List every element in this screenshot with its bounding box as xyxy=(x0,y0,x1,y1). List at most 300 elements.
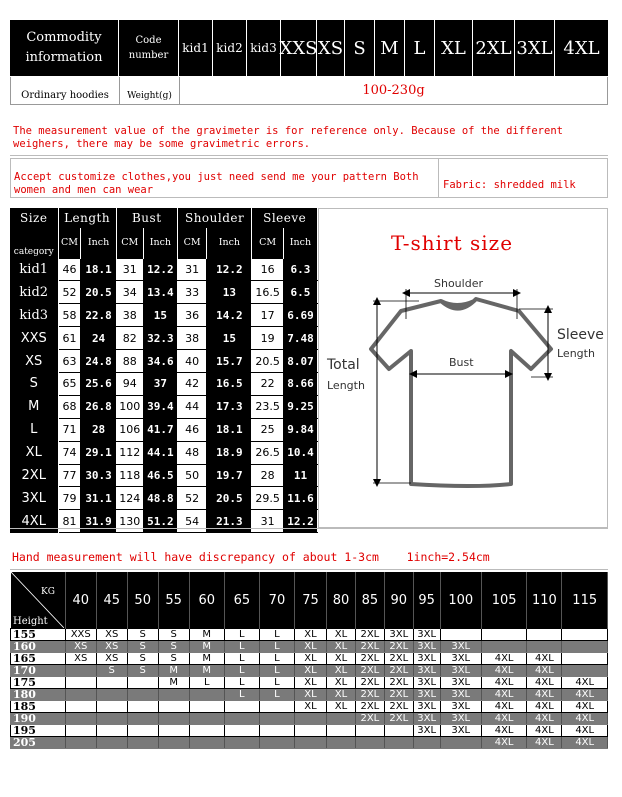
size-cell: XL xyxy=(295,629,327,641)
fabric-note: Fabric: shredded milk xyxy=(443,179,576,191)
size-cell: XL xyxy=(327,677,356,689)
size-cell: M xyxy=(158,677,189,689)
size-cell: 3XL xyxy=(440,725,481,737)
size-cell: 2XL xyxy=(355,641,384,653)
weight-header: 70 xyxy=(259,572,294,629)
size-cell: 4XL xyxy=(562,701,608,713)
height-label: Height xyxy=(12,616,48,627)
size-cell: 3XL xyxy=(440,713,481,725)
weight-label: Weight(g) xyxy=(120,77,180,104)
cm-value: 46 xyxy=(177,418,206,441)
size-cell xyxy=(65,689,96,701)
inch-value: 22.8 xyxy=(81,304,116,327)
size-cell: 2XL xyxy=(355,677,384,689)
inch-value: 24 xyxy=(81,327,116,350)
size-cell xyxy=(481,629,526,641)
size-cell: 4XL xyxy=(527,725,562,737)
size-row xyxy=(10,464,318,487)
cm-value: 118 xyxy=(116,464,143,487)
inch-value: 31.9 xyxy=(81,510,116,533)
size-cell xyxy=(562,629,608,641)
height-label: 190 xyxy=(11,713,66,725)
size-cell: L xyxy=(224,629,259,641)
size-label: S xyxy=(10,372,58,395)
size-cell xyxy=(65,737,96,749)
size-header-kid2: kid2 xyxy=(213,20,247,76)
inch-value: 30.3 xyxy=(81,464,116,487)
cm-value: 58 xyxy=(58,304,81,327)
weight-header: 65 xyxy=(224,572,259,629)
size-cell: 2XL xyxy=(355,629,384,641)
size-cell: 3XL xyxy=(413,701,440,713)
size-cell xyxy=(224,701,259,713)
size-cell: 3XL xyxy=(413,713,440,725)
cm-value: 106 xyxy=(116,418,143,441)
size-cell: 3XL xyxy=(440,701,481,713)
cm-value: 31 xyxy=(116,258,143,281)
size-cell: S xyxy=(96,665,127,677)
size-cell xyxy=(384,725,413,737)
size-cell: L xyxy=(259,665,294,677)
size-cell: S xyxy=(158,641,189,653)
cm-value: 25 xyxy=(252,418,284,441)
cm-value: 79 xyxy=(58,487,81,510)
size-header-s: S xyxy=(345,20,375,76)
size-cell: XL xyxy=(295,665,327,677)
size-cell: 4XL xyxy=(527,713,562,725)
size-header-xl: XL xyxy=(435,20,473,76)
weight-header: 45 xyxy=(96,572,127,629)
size-cell: 3XL xyxy=(413,665,440,677)
shoulder-label: Shoulder xyxy=(434,277,483,290)
cm-value: 29.5 xyxy=(252,487,284,510)
size-cell xyxy=(127,713,158,725)
size-cell: 4XL xyxy=(527,689,562,701)
inch-value: 7.48 xyxy=(283,327,317,350)
height-row xyxy=(11,677,608,689)
code-label-line2: number xyxy=(128,50,169,61)
inch-value: 12.2 xyxy=(283,510,317,533)
size-label: M xyxy=(10,395,58,418)
commodity-label-line1: Commodity xyxy=(26,30,102,45)
product-info-row xyxy=(10,77,608,105)
cm-value: 19 xyxy=(252,327,284,350)
inch-value: 11 xyxy=(283,464,317,487)
cm-value: 100 xyxy=(116,395,143,418)
size-label: kid3 xyxy=(10,304,58,327)
size-cell: XS xyxy=(65,653,96,665)
size-cell: S xyxy=(127,665,158,677)
tshirt-diagram xyxy=(319,209,609,529)
weight-header: 115 xyxy=(562,572,608,629)
inch-value: 9.25 xyxy=(283,395,317,418)
cm-value: 31 xyxy=(252,510,284,533)
size-cell xyxy=(189,701,224,713)
unit-inch: Inch xyxy=(283,228,317,258)
size-cell: XS xyxy=(96,653,127,665)
cm-value: 26.5 xyxy=(252,441,284,464)
commodity-info-header xyxy=(10,20,119,76)
size-row xyxy=(10,304,318,327)
weight-header: 60 xyxy=(189,572,224,629)
inch-value: 46.5 xyxy=(143,464,177,487)
size-cell: 2XL xyxy=(384,665,413,677)
size-cell: L xyxy=(259,629,294,641)
shoulder-col-header: Shoulder xyxy=(177,208,252,228)
size-cell: 4XL xyxy=(481,701,526,713)
category-label: category xyxy=(10,228,58,258)
size-cell xyxy=(562,641,608,653)
size-cell xyxy=(127,677,158,689)
size-cell xyxy=(327,725,356,737)
size-cell: XL xyxy=(327,653,356,665)
weight-header: 40 xyxy=(65,572,96,629)
cm-value: 36 xyxy=(177,304,206,327)
size-cell xyxy=(189,737,224,749)
bust-label: Bust xyxy=(449,356,474,369)
size-cell xyxy=(127,701,158,713)
inch-value: 11.6 xyxy=(283,487,317,510)
size-cell xyxy=(327,713,356,725)
height-row xyxy=(11,725,608,737)
total-label-line2: Length xyxy=(327,379,365,392)
size-cell: XS xyxy=(96,641,127,653)
cm-value: 42 xyxy=(177,372,206,395)
size-cell: 3XL xyxy=(413,725,440,737)
size-cell: XL xyxy=(295,701,327,713)
height-row xyxy=(11,701,608,713)
size-cell xyxy=(413,737,440,749)
size-cell xyxy=(295,737,327,749)
size-cell xyxy=(96,689,127,701)
inch-value: 12.2 xyxy=(207,258,252,281)
size-cell: 4XL xyxy=(562,713,608,725)
size-cell: 3XL xyxy=(413,677,440,689)
cm-value: 23.5 xyxy=(252,395,284,418)
height-label: 180 xyxy=(11,689,66,701)
size-cell: XL xyxy=(327,665,356,677)
inch-value: 14.2 xyxy=(207,304,252,327)
size-label: L xyxy=(10,418,58,441)
size-cell: 2XL xyxy=(355,713,384,725)
size-cell xyxy=(440,737,481,749)
weight-header: 85 xyxy=(355,572,384,629)
size-table xyxy=(10,208,318,533)
size-cell: 3XL xyxy=(413,653,440,665)
height-row xyxy=(11,713,608,725)
size-cell xyxy=(158,689,189,701)
cm-value: 46 xyxy=(58,258,81,281)
tshirt-outline xyxy=(371,299,551,486)
size-cell xyxy=(96,737,127,749)
cm-value: 54 xyxy=(177,510,206,533)
size-cell: 4XL xyxy=(527,665,562,677)
size-cell: L xyxy=(259,677,294,689)
tshirt-size-title: T-shirt size xyxy=(391,231,514,255)
size-cell xyxy=(224,713,259,725)
size-cell xyxy=(259,737,294,749)
size-cell: 4XL xyxy=(527,677,562,689)
size-cell: 4XL xyxy=(481,725,526,737)
size-row xyxy=(10,258,318,281)
size-cell xyxy=(158,725,189,737)
size-cell: 4XL xyxy=(562,737,608,749)
cm-value: 40 xyxy=(177,350,206,373)
size-cell: S xyxy=(127,629,158,641)
size-row xyxy=(10,441,318,464)
inch-value: 16.5 xyxy=(207,372,252,395)
size-header-l: L xyxy=(405,20,435,76)
size-cell: XL xyxy=(295,689,327,701)
cm-value: 50 xyxy=(177,464,206,487)
size-cell: 2XL xyxy=(384,677,413,689)
inch-value: 51.2 xyxy=(143,510,177,533)
inch-value: 19.7 xyxy=(207,464,252,487)
size-cell: 4XL xyxy=(527,737,562,749)
cm-value: 31 xyxy=(177,258,206,281)
size-cell: L xyxy=(259,689,294,701)
inch-value: 6.5 xyxy=(283,281,317,304)
size-cell xyxy=(259,701,294,713)
cm-value: 71 xyxy=(58,418,81,441)
weight-header: 95 xyxy=(413,572,440,629)
size-cell xyxy=(259,713,294,725)
inch-value: 48.8 xyxy=(143,487,177,510)
unit-inch: Inch xyxy=(143,228,177,258)
size-cell: XL xyxy=(295,653,327,665)
size-cell: 3XL xyxy=(413,629,440,641)
inch-value: 39.4 xyxy=(143,395,177,418)
cm-value: 16 xyxy=(252,258,284,281)
size-label: XS xyxy=(10,350,58,373)
size-cell xyxy=(259,725,294,737)
size-cell xyxy=(65,725,96,737)
cm-value: 22 xyxy=(252,372,284,395)
size-cell: XS xyxy=(65,641,96,653)
size-cell xyxy=(189,725,224,737)
size-cell: XL xyxy=(295,677,327,689)
size-cell xyxy=(65,665,96,677)
measurement-note: Hand measurement will have discrepancy of about 1-3cm 1inch=2.54cm xyxy=(12,550,490,564)
inch-value: 18.1 xyxy=(207,418,252,441)
unit-inch: Inch xyxy=(81,228,116,258)
cm-value: 65 xyxy=(58,372,81,395)
size-cell xyxy=(327,737,356,749)
size-cell: 4XL xyxy=(481,665,526,677)
size-cell xyxy=(96,713,127,725)
kg-label: KG xyxy=(40,587,55,597)
weight-value: 100-230g xyxy=(362,83,425,98)
size-cell: 2XL xyxy=(384,701,413,713)
size-cell xyxy=(562,665,608,677)
size-cell: XL xyxy=(295,641,327,653)
size-row xyxy=(10,372,318,395)
inch-value: 20.5 xyxy=(207,487,252,510)
cm-value: 63 xyxy=(58,350,81,373)
height-label: 205 xyxy=(11,737,66,749)
cm-value: 34 xyxy=(116,281,143,304)
weight-header: 75 xyxy=(295,572,327,629)
cm-value: 52 xyxy=(177,487,206,510)
size-cell xyxy=(65,701,96,713)
size-label: kid2 xyxy=(10,281,58,304)
product-name: Ordinary hoodies xyxy=(11,77,120,104)
height-label: 175 xyxy=(11,677,66,689)
size-header-xxs: XXS xyxy=(281,20,317,76)
inch-value: 15 xyxy=(143,304,177,327)
inch-value: 28 xyxy=(81,418,116,441)
cm-value: 124 xyxy=(116,487,143,510)
cm-value: 88 xyxy=(116,350,143,373)
inch-value: 13.4 xyxy=(143,281,177,304)
size-cell: M xyxy=(189,653,224,665)
unit-inch: Inch xyxy=(207,228,252,258)
size-cell: 2XL xyxy=(355,653,384,665)
size-cell: 3XL xyxy=(384,629,413,641)
size-cell xyxy=(96,701,127,713)
size-cell: 2XL xyxy=(384,713,413,725)
size-cell: L xyxy=(259,641,294,653)
weight-header: 100 xyxy=(440,572,481,629)
size-cell: M xyxy=(189,641,224,653)
unit-cm: CM xyxy=(116,228,143,258)
size-cell: 2XL xyxy=(355,701,384,713)
size-cell: S xyxy=(127,653,158,665)
size-cell xyxy=(127,689,158,701)
code-label-line1: Code xyxy=(135,35,162,46)
size-cell xyxy=(96,725,127,737)
bust-col-header: Bust xyxy=(116,208,177,228)
header-bar xyxy=(10,20,608,76)
inch-value: 6.3 xyxy=(283,258,317,281)
weight-header: 90 xyxy=(384,572,413,629)
cm-value: 20.5 xyxy=(252,350,284,373)
size-label: 2XL xyxy=(10,464,58,487)
size-cell: L xyxy=(224,641,259,653)
size-label: XL xyxy=(10,441,58,464)
unit-cm: CM xyxy=(252,228,284,258)
height-row xyxy=(11,689,608,701)
size-cell xyxy=(158,737,189,749)
inch-value: 6.69 xyxy=(283,304,317,327)
inch-value: 12.2 xyxy=(143,258,177,281)
size-cell: XXS xyxy=(65,629,96,641)
size-header-2xl: 2XL xyxy=(473,20,515,76)
size-cell xyxy=(127,725,158,737)
size-cell xyxy=(65,713,96,725)
gravimeter-note: The measurement value of the gravimeter is for reference only. Because of the different weighers, there may be some gravimetric errors. xyxy=(13,125,563,150)
size-cell xyxy=(189,713,224,725)
size-cell: 4XL xyxy=(562,677,608,689)
size-cell: 2XL xyxy=(384,689,413,701)
cm-value: 81 xyxy=(58,510,81,533)
height-row xyxy=(11,629,608,641)
weight-header: 50 xyxy=(127,572,158,629)
cm-value: 33 xyxy=(177,281,206,304)
cm-value: 77 xyxy=(58,464,81,487)
measurement-note-row xyxy=(10,528,608,570)
cm-value: 38 xyxy=(177,327,206,350)
gravimeter-note-row xyxy=(10,120,608,156)
size-header-xs: XS xyxy=(317,20,345,76)
size-cell: XL xyxy=(327,689,356,701)
size-cell: L xyxy=(224,653,259,665)
cm-value: 112 xyxy=(116,441,143,464)
size-cell xyxy=(295,725,327,737)
size-cell: 3XL xyxy=(440,641,481,653)
size-cell: S xyxy=(158,629,189,641)
size-cell xyxy=(224,725,259,737)
size-cell xyxy=(158,701,189,713)
size-cell: 3XL xyxy=(413,689,440,701)
inch-value: 26.8 xyxy=(81,395,116,418)
size-label: XXS xyxy=(10,327,58,350)
size-cell xyxy=(295,713,327,725)
inch-value: 37 xyxy=(143,372,177,395)
size-cell: 2XL xyxy=(355,665,384,677)
inch-value: 32.3 xyxy=(143,327,177,350)
weight-header: 110 xyxy=(527,572,562,629)
height-row xyxy=(11,641,608,653)
inch-value: 34.6 xyxy=(143,350,177,373)
cm-value: 61 xyxy=(58,327,81,350)
unit-cm: CM xyxy=(177,228,206,258)
size-row xyxy=(10,327,318,350)
size-cell xyxy=(189,689,224,701)
size-label: 4XL xyxy=(10,510,58,533)
cm-value: 48 xyxy=(177,441,206,464)
size-cell: XS xyxy=(96,629,127,641)
size-cell: 4XL xyxy=(481,689,526,701)
size-cell: 4XL xyxy=(527,653,562,665)
size-cell: XL xyxy=(327,641,356,653)
inch-value: 41.7 xyxy=(143,418,177,441)
inch-value: 17.3 xyxy=(207,395,252,418)
sleeve-label-line1: Sleeve xyxy=(557,327,604,343)
size-cell: 3XL xyxy=(413,641,440,653)
inch-value: 20.5 xyxy=(81,281,116,304)
inch-value: 9.84 xyxy=(283,418,317,441)
height-label: 155 xyxy=(11,629,66,641)
cm-value: 130 xyxy=(116,510,143,533)
size-cell: 4XL xyxy=(562,689,608,701)
size-cell xyxy=(384,737,413,749)
inch-value: 15 xyxy=(207,327,252,350)
size-row xyxy=(10,395,318,418)
size-col-header: Size xyxy=(10,208,58,228)
size-cell: M xyxy=(189,665,224,677)
height-label: 195 xyxy=(11,725,66,737)
size-cell xyxy=(65,677,96,689)
weight-header: 55 xyxy=(158,572,189,629)
inch-value: 24.8 xyxy=(81,350,116,373)
size-cell: 4XL xyxy=(481,737,526,749)
size-cell: 2XL xyxy=(384,653,413,665)
size-cell: M xyxy=(158,665,189,677)
size-cell: XL xyxy=(327,701,356,713)
size-cell: S xyxy=(158,653,189,665)
sleeve-col-header: Sleeve xyxy=(252,208,318,228)
inch-value: 8.66 xyxy=(283,372,317,395)
cm-value: 68 xyxy=(58,395,81,418)
size-cell xyxy=(440,629,481,641)
custom-note: Accept customize clothes,you just need send me your pattern Both women and men can wear xyxy=(14,171,419,196)
length-col-header: Length xyxy=(58,208,116,228)
inch-value: 21.3 xyxy=(207,510,252,533)
size-cell: S xyxy=(127,641,158,653)
size-cell xyxy=(158,713,189,725)
height-label: 185 xyxy=(11,701,66,713)
